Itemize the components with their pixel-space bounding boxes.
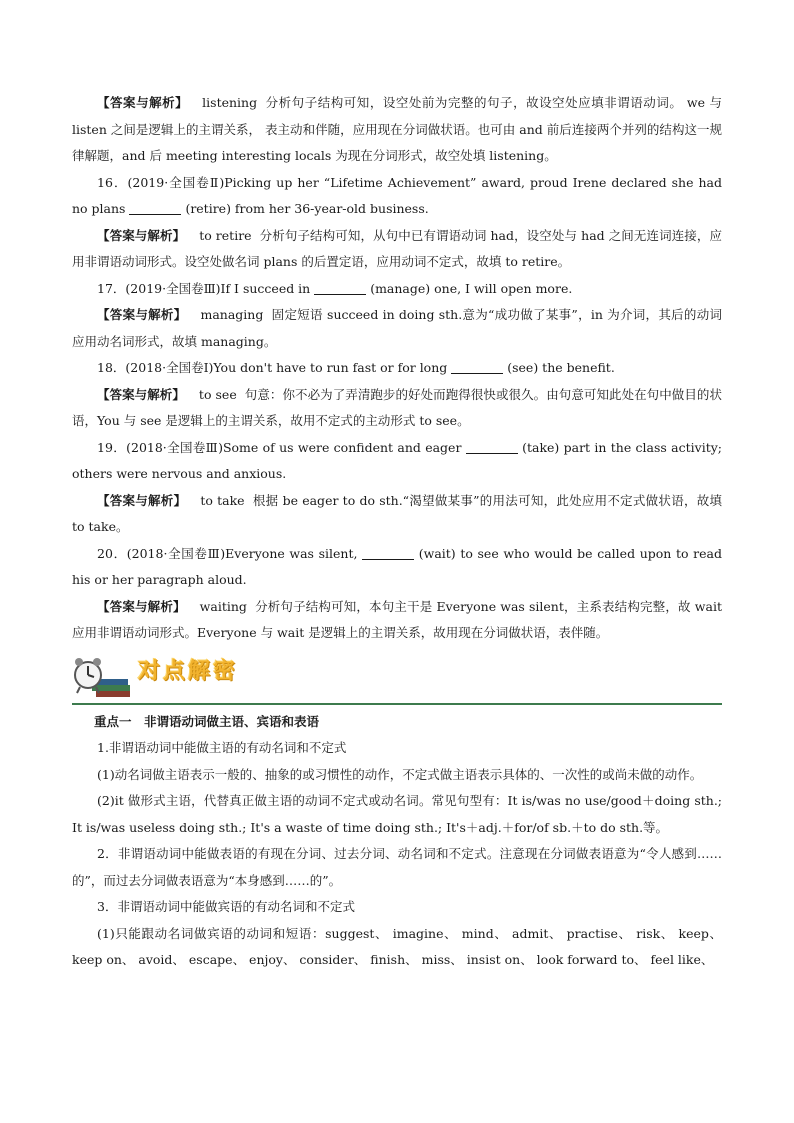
explanation-text: 分析句子结构可知，本句主干是 Everyone was silent，主系表结构完整，故 wait 应用非谓语动词形式。Everyone 与 wait 是逻辑上的主谓关系，故用现在分词做状语，表伴随。 <box>72 598 722 640</box>
section-banner <box>72 655 722 705</box>
question-text: If I succeed in <box>220 280 311 296</box>
paragraph: (1)只能跟动名词做宾语的动词和短语：suggest、 imagine、 mind、 admit、 practise、 risk、 keep、 keep on、 avoid、 escape、 enjoy、 consider、 finish、 miss、 insist on、 look forward to、 feel like、 <box>72 925 722 967</box>
question-text: Picking up her “Lifetime Achievement” award, proud Irene declared she had no plans <box>72 174 722 216</box>
paragraph: 1.非谓语动词中能做主语的有动名词和不定式 <box>97 740 347 755</box>
answer-text: waiting <box>199 598 247 614</box>
question-number: 19． <box>97 439 127 455</box>
paragraph: (1)动名词做主语表示一般的、抽象的或习惯性的动作，不定式做主语表示具体的、一次性的或尚未做的动作。 <box>97 766 703 782</box>
question-18 <box>72 355 722 382</box>
page-content <box>72 90 722 974</box>
section-title: 对点解密 <box>138 658 239 684</box>
question-20 <box>72 541 722 594</box>
section-divider <box>72 703 722 705</box>
question-text: You don't have to run fast or for long <box>213 360 448 375</box>
question-19 <box>72 435 722 488</box>
fill-blank <box>362 545 414 560</box>
answer-text: managing <box>200 307 264 322</box>
question-text: (retire) from her 36-year-old business. <box>185 201 429 216</box>
alarm-clock-books-icon <box>72 655 132 701</box>
question-source: (2019·全国卷Ⅲ) <box>125 280 221 296</box>
question-17 <box>72 276 722 303</box>
paragraph: (2)it 做形式主语，代替真正做主语的动词不定式或动名词。常见句型有：It is/was no use/good＋doing sth.; It is/was useless doing sth.; It's a waste of time doing sth.; It's＋adj.＋for/of sb.＋to do sth.等。 <box>72 793 722 835</box>
question-source: (2018·全国卷Ⅲ) <box>126 439 223 455</box>
question-text: Everyone was silent, <box>225 545 358 561</box>
answer-18 <box>72 382 722 435</box>
answer-15 <box>72 90 722 170</box>
question-number: 18． <box>97 360 126 375</box>
answer-19 <box>72 488 722 541</box>
fill-blank <box>466 439 518 454</box>
question-number: 16． <box>97 174 128 190</box>
answer-label: 【答案与解析】 <box>97 227 186 243</box>
explanation-text: 分析句子结构可知，设空处前为完整的句子，故设空处应填非谓语动词。 <box>265 95 683 110</box>
answer-text: to see <box>198 386 237 402</box>
question-source: (2019·全国卷Ⅱ) <box>127 174 225 190</box>
answer-text: to retire <box>199 227 252 243</box>
answer-text: listening <box>202 95 258 110</box>
question-number: 17． <box>97 280 126 296</box>
question-text: (take) part in the class activity; others were nervous and anxious. <box>72 439 722 481</box>
paragraph: 2．非谓语动词中能做表语的有现在分词、过去分词、动名词和不定式。注意现在分词做表语意为“令人感到……的”，而过去分词做表语意为“本身感到……的”。 <box>72 846 722 888</box>
question-text: (wait) to see who would be called upon to read his or her paragraph aloud. <box>72 545 722 587</box>
explanation-text: 根据 be eager to do sth.“渴望做某事”的用法可知，此处应用不定式做状语，故填 to take。 <box>72 492 722 534</box>
question-source: (2018·全国卷Ⅲ) <box>126 545 226 561</box>
paragraph: 3．非谓语动词中能做宾语的有动名词和不定式 <box>97 899 355 914</box>
answer-label: 【答案与解析】 <box>97 95 189 110</box>
explanation-text: 分析句子结构可知，从句中已有谓语动词 had，设空处与 had 之间无连词连接，应用非谓语动词形式。设空处做名词 plans 的后置定语，应用动词不定式，故填 to retire。 <box>72 227 722 269</box>
answer-17 <box>72 302 722 355</box>
answer-text: to take <box>200 492 245 508</box>
answer-20 <box>72 594 722 647</box>
answer-label: 【答案与解析】 <box>97 386 185 402</box>
question-16 <box>72 170 722 223</box>
explanation-text: 固定短语 succeed in doing sth.意为“成功做了某事”，in 为介词，其后的动词应用动名词形式，故填 managing。 <box>72 307 722 349</box>
question-number: 20． <box>97 545 127 561</box>
answer-16 <box>72 223 722 276</box>
answer-label: 【答案与解析】 <box>97 307 187 322</box>
question-text: Some of us were confident and eager <box>222 439 462 455</box>
answer-label: 【答案与解析】 <box>97 492 187 508</box>
question-source: (2018·全国卷Ⅰ) <box>125 360 214 375</box>
explanation-text: we 与 listen 之间是逻辑上的主谓关系， 表主动和伴随，应用现在分词做状语。也可由 and 前后连接两个并列的结构这一规律解题，and 后 meeting interesting locals 为现在分词形式，故空处填 listening。 <box>72 95 722 163</box>
fill-blank <box>314 280 366 295</box>
fill-blank <box>451 359 503 374</box>
key-point-heading: 重点一 非谓语动词做主语、宾语和表语 <box>94 713 320 729</box>
answer-label: 【答案与解析】 <box>97 598 186 614</box>
question-text: (manage) one, I will open more. <box>370 280 573 296</box>
fill-blank <box>129 200 181 215</box>
question-text: (see) the benefit. <box>507 360 615 375</box>
explanation-text: 句意：你不必为了弄清跑步的好处而跑得很快或很久。由句意可知此处在句中做目的状语，You 与 see 是逻辑上的主谓关系，故用不定式的主动形式 to see。 <box>72 386 722 428</box>
